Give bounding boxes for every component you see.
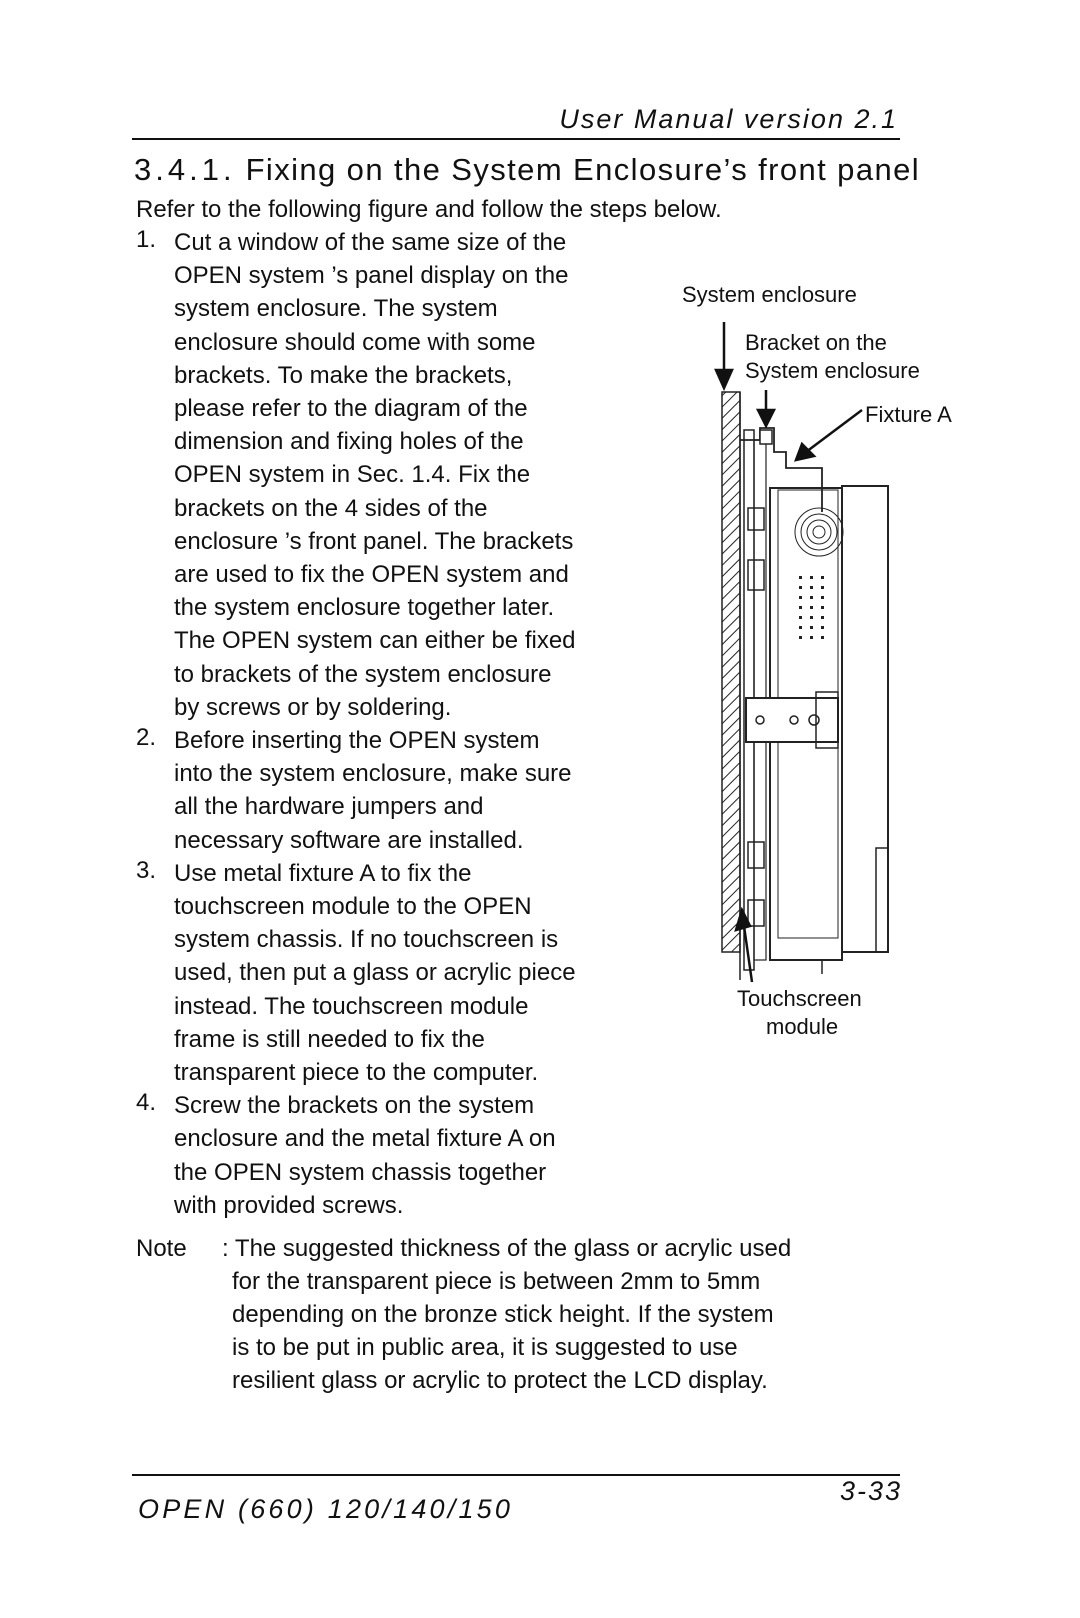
step-line: OPEN system ’s panel display on the [174, 262, 569, 290]
step-line: brackets on the 4 sides of the [174, 494, 488, 522]
step-line: enclosure ’s front panel. The brackets [174, 527, 574, 555]
step-line: system chassis. If no touchscreen is [174, 926, 559, 954]
step-item [136, 857, 656, 1089]
step-line: all the hardware jumpers and [174, 793, 484, 821]
note-block [136, 1232, 856, 1397]
step-line: with provided screws. [174, 1191, 404, 1219]
step-line: used, then put a glass or acrylic piece [174, 959, 576, 987]
footer-rule [132, 1474, 900, 1476]
note-line: is to be put in public area, it is suggested to use [232, 1334, 738, 1361]
step-line: frame is still needed to fix the [174, 1025, 485, 1053]
step-number: 4. [136, 1089, 157, 1117]
step-number: 1. [136, 226, 157, 253]
label-bracket-line2: System enclosure [745, 358, 920, 383]
step-line: OPEN system in Sec. 1.4. Fix the [174, 461, 531, 489]
note-line: depending on the bronze stick height. If the system [232, 1301, 774, 1328]
note-label: Note [136, 1235, 187, 1262]
step-line: into the system enclosure, make sure [174, 760, 572, 788]
step-item [136, 724, 656, 857]
rear-panel [842, 486, 888, 952]
step-line: The OPEN system can either be fixed [174, 627, 576, 655]
vent-holes [799, 576, 824, 639]
step-line: instead. The touchscreen module [174, 992, 529, 1020]
step-line: enclosure should come with some [174, 328, 536, 356]
label-touchscreen-line1: Touchscreen [737, 986, 862, 1011]
enclosure-diagram [690, 280, 990, 1080]
step-line: brackets. To make the brackets, [174, 361, 513, 389]
note-line: resilient glass or acrylic to protect the LCD display. [232, 1367, 768, 1394]
step-line: necessary software are installed. [174, 826, 524, 854]
step-item [136, 1089, 656, 1222]
intro-paragraph: Refer to the following figure and follow the steps below. [136, 196, 722, 223]
step-item [136, 226, 656, 724]
step-line: transparent piece to the computer. [174, 1059, 539, 1087]
section-number: 3.4.1. [134, 152, 236, 187]
footer-model: OPEN (660) 120/140/150 [138, 1494, 514, 1524]
page-number: 3-33 [839, 1476, 902, 1506]
step-line: are used to fix the OPEN system and [174, 561, 569, 589]
note-line: for the transparent piece is between 2mm to 5mm [232, 1268, 761, 1295]
step-line: enclosure and the metal fixture A on [174, 1125, 556, 1153]
step-line: Screw the brackets on the system [174, 1092, 535, 1120]
step-line: please refer to the diagram of the [174, 395, 528, 423]
label-system-enclosure: System enclosure [682, 282, 857, 307]
enclosure-wall [722, 392, 740, 952]
step-line: the OPEN system chassis together [174, 1158, 547, 1186]
step-line: the system enclosure together later. [174, 594, 555, 622]
step-line: system enclosure. The system [174, 295, 498, 323]
section-title: Fixing on the System Enclosure’s front panel [245, 152, 921, 187]
center-fixture [746, 698, 838, 742]
step-line: Cut a window of the same size of the [174, 229, 567, 256]
bracket-top [740, 428, 822, 512]
header-rule [132, 138, 900, 140]
enclosure-mounting-figure [682, 280, 990, 1080]
step-line: by screws or by soldering. [174, 693, 452, 721]
step-number: 3. [136, 856, 157, 884]
step-line: dimension and fixing holes of the [174, 428, 524, 456]
step-line: Use metal fixture A to fix the [174, 859, 472, 887]
step-number: 2. [136, 724, 157, 752]
label-bracket-line1: Bracket on the [745, 330, 887, 355]
speaker-grill [795, 508, 843, 556]
note-line: : The suggested thickness of the glass or acrylic used [222, 1235, 792, 1262]
step-line: to brackets of the system enclosure [174, 660, 552, 688]
step-line: touchscreen module to the OPEN [174, 893, 532, 921]
section-heading [134, 152, 920, 188]
steps-list [136, 226, 656, 1222]
running-header: User Manual version 2.1 [559, 104, 898, 134]
step-line: Before inserting the OPEN system [174, 727, 540, 755]
label-touchscreen-line2: module [766, 1014, 839, 1039]
label-fixture-a: Fixture A [865, 402, 952, 427]
